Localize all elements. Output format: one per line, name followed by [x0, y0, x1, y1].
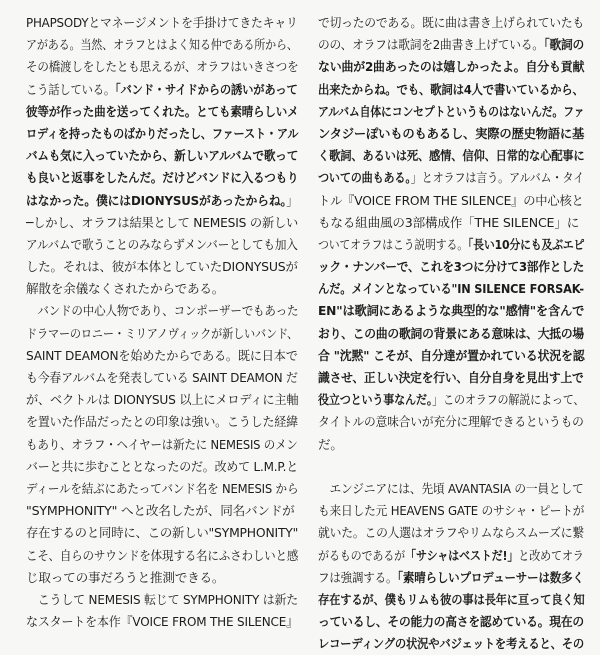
text-segment: エンジニアには、先頃 AVANTASIA の一員として [318, 480, 584, 496]
text-line [26, 456, 299, 478]
quote-text-segment: アルバム自体にコンセプトというものはないんだ。ファ [318, 103, 585, 119]
quote-text-segment: く歌詞、あるいは死、感情、信仰、日常的な心配事に [318, 148, 585, 164]
text-segment: 」 [286, 192, 298, 208]
quote-text-segment: も良いと返事をしたんだ。だけどバンドに入るつもり [26, 170, 299, 186]
text-line [26, 34, 298, 56]
quote-text-segment: おり、この曲の歌詞の背景にある意味は、大抵の場 [318, 325, 584, 341]
text-segment: がるものであるが [318, 547, 406, 563]
text-segment: 」とオラフは言う。アルバム・タイ [410, 170, 584, 186]
text-line [26, 234, 298, 256]
text-line [318, 256, 585, 278]
text-segment: "SYMPHONITY" へと改名したが、同名バンドが [26, 503, 295, 519]
text-line [318, 567, 584, 589]
text-segment: が、ベクトルは DIONYSUS 以上にメロディに主軸 [26, 392, 299, 408]
text-segment: バンドの中心人物であり、コンポーザーでもあった [26, 303, 299, 319]
text-line [318, 56, 585, 78]
text-segment: 就いた。この人選はオラフやリムならスムーズに繋 [318, 525, 584, 541]
text-line [318, 434, 584, 456]
quote-text-segment: 出来たからね。でも、歌詞は4人で書いているから、 [318, 81, 584, 97]
text-segment: バーと共に歩むこととなったのだ。改めて L.M.P.と [26, 458, 299, 474]
text-line [26, 411, 298, 433]
text-line [26, 190, 298, 212]
text-line [318, 323, 584, 345]
text-line [26, 611, 298, 633]
text-line [318, 234, 585, 256]
quote-text-segment: ロディを持ったものばかりだったし、ファースト・アル [26, 125, 299, 141]
quote-text-segment: 「素晴らしいプロデューサーは数多く [397, 569, 584, 585]
text-segment: タイトルの意味合いが充分に理解できるというもの [318, 414, 584, 430]
text-line [26, 12, 298, 34]
text-line [26, 367, 298, 389]
text-segment: のの、オラフは歌詞を2曲書き上げている。 [318, 37, 544, 53]
quote-text-segment: バムも気に入っていたから、新しいアルバムで歌って [26, 148, 299, 164]
text-line [26, 101, 299, 123]
text-line [26, 56, 299, 78]
text-line [318, 589, 585, 611]
quote-text-segment: 彼等が作った曲を送ってくれた。とても素晴らしいメ [26, 103, 299, 119]
quote-text-segment: はなかった。僕にはDIONYSUSがあったからね。 [26, 192, 287, 208]
text-line [26, 434, 298, 456]
text-line [318, 411, 584, 433]
text-segment: なスタートを本作『VOICE FROM THE SILENCE』 [26, 614, 298, 630]
text-column-right [318, 12, 584, 655]
quote-text-segment: 合 "沈黙" こそが、自分達が置かれている状況を認 [318, 347, 585, 363]
quote-text-segment: ンタジーぽいものもあるし、実際の歴史物語に基 [318, 125, 585, 141]
text-segment: で切ったのである。既に曲は書き上げられていたも [318, 15, 584, 30]
text-segment: フは強調する。 [318, 569, 398, 585]
text-line [318, 611, 584, 633]
text-line [26, 500, 298, 522]
text-line [318, 389, 585, 411]
quote-text-segment: 「歌詞の [543, 37, 585, 53]
text-line [318, 456, 584, 478]
quote-text-segment: レコーディングの状況やバジェットを考えると、その [318, 636, 585, 652]
text-line [318, 190, 584, 212]
text-segment: もあり、オラフ・ヘイヤーは新たに NEMESIS のメン [26, 436, 298, 452]
text-line [26, 545, 299, 567]
text-line [318, 522, 584, 544]
text-line [318, 79, 584, 101]
text-line [318, 367, 584, 389]
text-column-left [26, 12, 298, 633]
text-line [26, 79, 298, 101]
quote-text-segment: 「サシャはベストだ!」 [405, 547, 519, 563]
text-line [318, 345, 585, 367]
text-line [26, 323, 298, 345]
text-line [26, 256, 298, 278]
text-segment: トル『VOICE FROM THE SILENCE』の中心核と [318, 192, 584, 208]
text-segment: ─しかし、オラフは結果として NEMESIS の新しい [26, 214, 299, 230]
text-line [318, 545, 584, 567]
text-line [26, 589, 299, 611]
text-line [26, 567, 298, 589]
text-line [318, 478, 584, 500]
text-segment: と改めてオラ [518, 547, 584, 563]
quote-text-segment: EN"は歌詞にあるような典型的な"感情"を含んで [318, 303, 585, 319]
text-segment: ディールを結ぶにあたってバンド名を NEMESIS から [26, 480, 299, 496]
text-segment: アルバムで歌うことのみならずメンバーとしても加入 [26, 236, 298, 252]
text-segment: じ取っての事だろうと推測できる。 [26, 569, 225, 585]
text-segment: ドラマーのロニー・ミリアノヴィックが新しいバンド、 [26, 325, 298, 341]
text-line [318, 500, 585, 522]
text-segment: もなる組曲風の3部構成作「THE SILENCE」に [318, 214, 580, 230]
text-line [318, 633, 585, 655]
text-segment: 解散を余儀なくされたからである。 [26, 281, 225, 297]
text-segment: した。それは、彼が本体としていたDIONYSUSが [26, 259, 298, 275]
text-segment: も来日した元 HEAVENS GATE のサシャ・ピートが [318, 503, 585, 519]
text-line [318, 12, 584, 34]
text-segment: アがある。当然、オラフとはよく知る仲である所から、 [26, 37, 298, 53]
text-segment: こう話している。 [26, 81, 116, 97]
text-segment: こそ、自らのサウンドを体現する名にふさわしいと感 [26, 547, 299, 563]
text-line [318, 101, 585, 123]
text-line [318, 34, 585, 56]
text-segment: 存在するのと同時に、この新しい"SYMPHONITY" [26, 525, 299, 541]
quote-text-segment: 役立つという事なんだ。 [318, 392, 433, 408]
quote-text-segment: 存在するが、僕もリムも彼の事は長年に亘って良く知 [318, 591, 585, 607]
text-line [318, 123, 585, 145]
quote-text-segment: ない曲が2曲あったのは嬉しかったよ。自分も貢献 [318, 59, 585, 75]
text-segment: PHAPSODYとマネージメントを手掛けてきたキャリ [26, 15, 298, 30]
text-line [26, 522, 299, 544]
text-line [318, 212, 584, 234]
text-line [318, 300, 585, 322]
text-line [26, 478, 299, 500]
text-segment: SAINT DEAMONを始めたからである。既に日本で [26, 347, 298, 363]
quote-text-segment: ック・ナンバーで、これを3つに分けて3部作とした [318, 259, 585, 275]
text-line [26, 300, 299, 322]
text-line [26, 345, 298, 367]
text-line [26, 212, 299, 234]
quote-text-segment: 「長い10分にも及ぶエピ [467, 236, 585, 252]
quote-text-segment: ついての曲もある。 [318, 170, 411, 186]
text-line [26, 389, 299, 411]
text-segment: を置いた作品だったとの印象は強い。こうした経緯 [26, 414, 298, 430]
text-segment: その橋渡しをしたとも思えるが、オラフはいきさつを [26, 59, 299, 75]
text-segment: だ。 [318, 436, 343, 452]
text-segment: ついてオラフはこう説明する。 [318, 236, 468, 252]
text-line [26, 278, 298, 300]
text-line [318, 278, 584, 300]
quote-text-segment: 識させ、正しい決定を行い、自分自身を見出す上で [318, 370, 584, 385]
quote-text-segment: んだ。メインとなっている"IN SILENCE FORSAK- [318, 281, 584, 297]
text-line [318, 167, 584, 189]
quote-text-segment: っているし、その能力の高さを認めている。現在の [318, 614, 584, 630]
text-line [26, 123, 299, 145]
text-line [318, 145, 585, 167]
text-segment: 」このオラフの解説によって、 [432, 392, 585, 408]
text-segment: こうして NEMESIS 転じて SYMPHONITY は新た [26, 591, 299, 607]
text-line [26, 145, 299, 167]
text-segment: も今春アルバムを発表している SAINT DEAMON だ [26, 370, 298, 385]
text-line [26, 167, 299, 189]
quote-text-segment: 「バンド・サイドからの誘いがあって [115, 81, 298, 97]
